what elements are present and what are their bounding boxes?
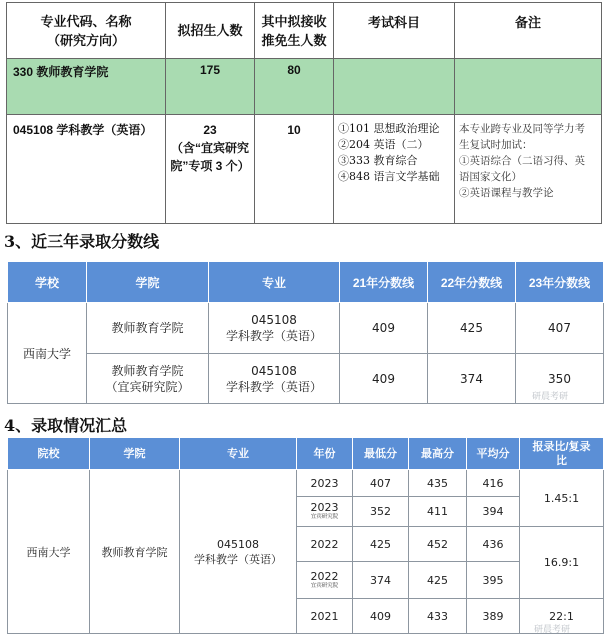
ratio-cell: 22:1 [520,599,604,634]
admission-plan-table [6,2,602,224]
year-cell: 2023 宜宾研究院 [297,497,353,527]
notes [455,115,602,224]
exam-subject: ②204 英语（二） [338,138,429,151]
header-year: 年份 [297,438,353,470]
note-line: ①英语综合（二语习得、英 [459,155,585,167]
table-row [8,354,604,404]
min-score: 352 [353,497,409,527]
header-major: 专业 [180,438,297,470]
major-cell: 045108 学科教学（英语） [180,470,297,634]
exam-subject: ①101 思想政治理论 [338,122,440,135]
score-2021: 409 [340,354,428,404]
max-score: 411 [409,497,467,527]
note-line: 语国家文化） [459,171,522,183]
min-score: 409 [353,599,409,634]
year-cell: 2022 宜宾研究院 [297,562,353,599]
college-plan: 175 [166,59,255,115]
note-line: ②英语课程与教学论 [459,187,554,199]
exam-subject: ③333 教育综合 [338,154,418,167]
header-max-score: 最高分 [409,438,467,470]
ratio-cell: 1.45:1 [520,470,604,527]
major-exempt: 10 [255,115,334,224]
watermark: 研晨考研 [534,625,571,635]
college-name: 教师教育学院 [90,470,180,634]
section-heading-summary: 4、录取情况汇总 [4,416,128,435]
header-college: 学院 [87,262,209,303]
min-score: 374 [353,562,409,599]
note-line: 生复试时加试： [459,139,533,151]
college-cell: 教师教育学院 [87,303,209,354]
college-row [7,59,602,115]
header-2021-score: 21年分数线 [340,262,428,303]
admission-plan-header-row [7,3,602,59]
score-2022: 425 [428,303,516,354]
year-cell: 2022 [297,527,353,562]
avg-score: 389 [467,599,520,634]
header-2022-score: 22年分数线 [428,262,516,303]
avg-score: 436 [467,527,520,562]
exam-subjects [334,115,455,224]
college-cell: 教师教育学院 （宜宾研究院） [87,354,209,404]
max-score: 425 [409,562,467,599]
min-score: 425 [353,527,409,562]
max-score: 435 [409,470,467,497]
header-exam-subjects: 考试科目 [334,3,455,59]
section-heading-scores: 3、近三年录取分数线 [4,232,160,251]
watermark: 研晨考研 [532,392,569,402]
header-major: 专业 [209,262,340,303]
summary-header-row [8,438,604,470]
header-major-code: 专业代码、名称 （研究方向） [7,3,166,59]
score-line-header-row [8,262,604,303]
major-plan: 23 （含“宜宾研究 院”专项 3 个） [166,115,255,224]
max-score: 452 [409,527,467,562]
min-score: 407 [353,470,409,497]
major-cell: 045108 学科教学（英语） [209,354,340,404]
year-subnote: 宜宾研究院 [310,514,339,520]
note-line: 本专业跨专业及同等学力考 [459,123,585,135]
major-name: 045108 学科教学（英语） [7,115,166,224]
header-school: 学校 [8,262,87,303]
college-exempt: 80 [255,59,334,115]
major-cell: 045108 学科教学（英语） [209,303,340,354]
header-school: 院校 [8,438,90,470]
table-row [8,303,604,354]
school-name: 西南大学 [8,470,90,634]
year-subnote: 宜宾研究院 [310,582,339,589]
college-name: 330 教师教育学院 [7,59,166,115]
score-2023: 350 [516,354,604,404]
year-cell: 2023 [297,470,353,497]
avg-score: 416 [467,470,520,497]
header-avg-score: 平均分 [467,438,520,470]
score-line-table [7,261,604,404]
exam-subject: ④848 语言文学基础 [338,170,440,183]
avg-score: 394 [467,497,520,527]
header-notes: 备注 [455,3,602,59]
ratio-cell: 16.9:1 [520,527,604,599]
admission-summary-table [7,437,604,634]
score-2022: 374 [428,354,516,404]
max-score: 433 [409,599,467,634]
score-2021: 409 [340,303,428,354]
school-name: 西南大学 [8,303,87,404]
year-cell: 2021 [297,599,353,634]
header-min-score: 最低分 [353,438,409,470]
header-college: 学院 [90,438,180,470]
header-2023-score: 23年分数线 [516,262,604,303]
header-exempt-count: 其中拟接收 推免生人数 [255,3,334,59]
table-row [8,470,604,497]
avg-score: 395 [467,562,520,599]
header-plan-count: 拟招生人数 [166,3,255,59]
score-2023: 407 [516,303,604,354]
header-ratio: 报录比/复录 比 [520,438,604,470]
major-row [7,115,602,224]
